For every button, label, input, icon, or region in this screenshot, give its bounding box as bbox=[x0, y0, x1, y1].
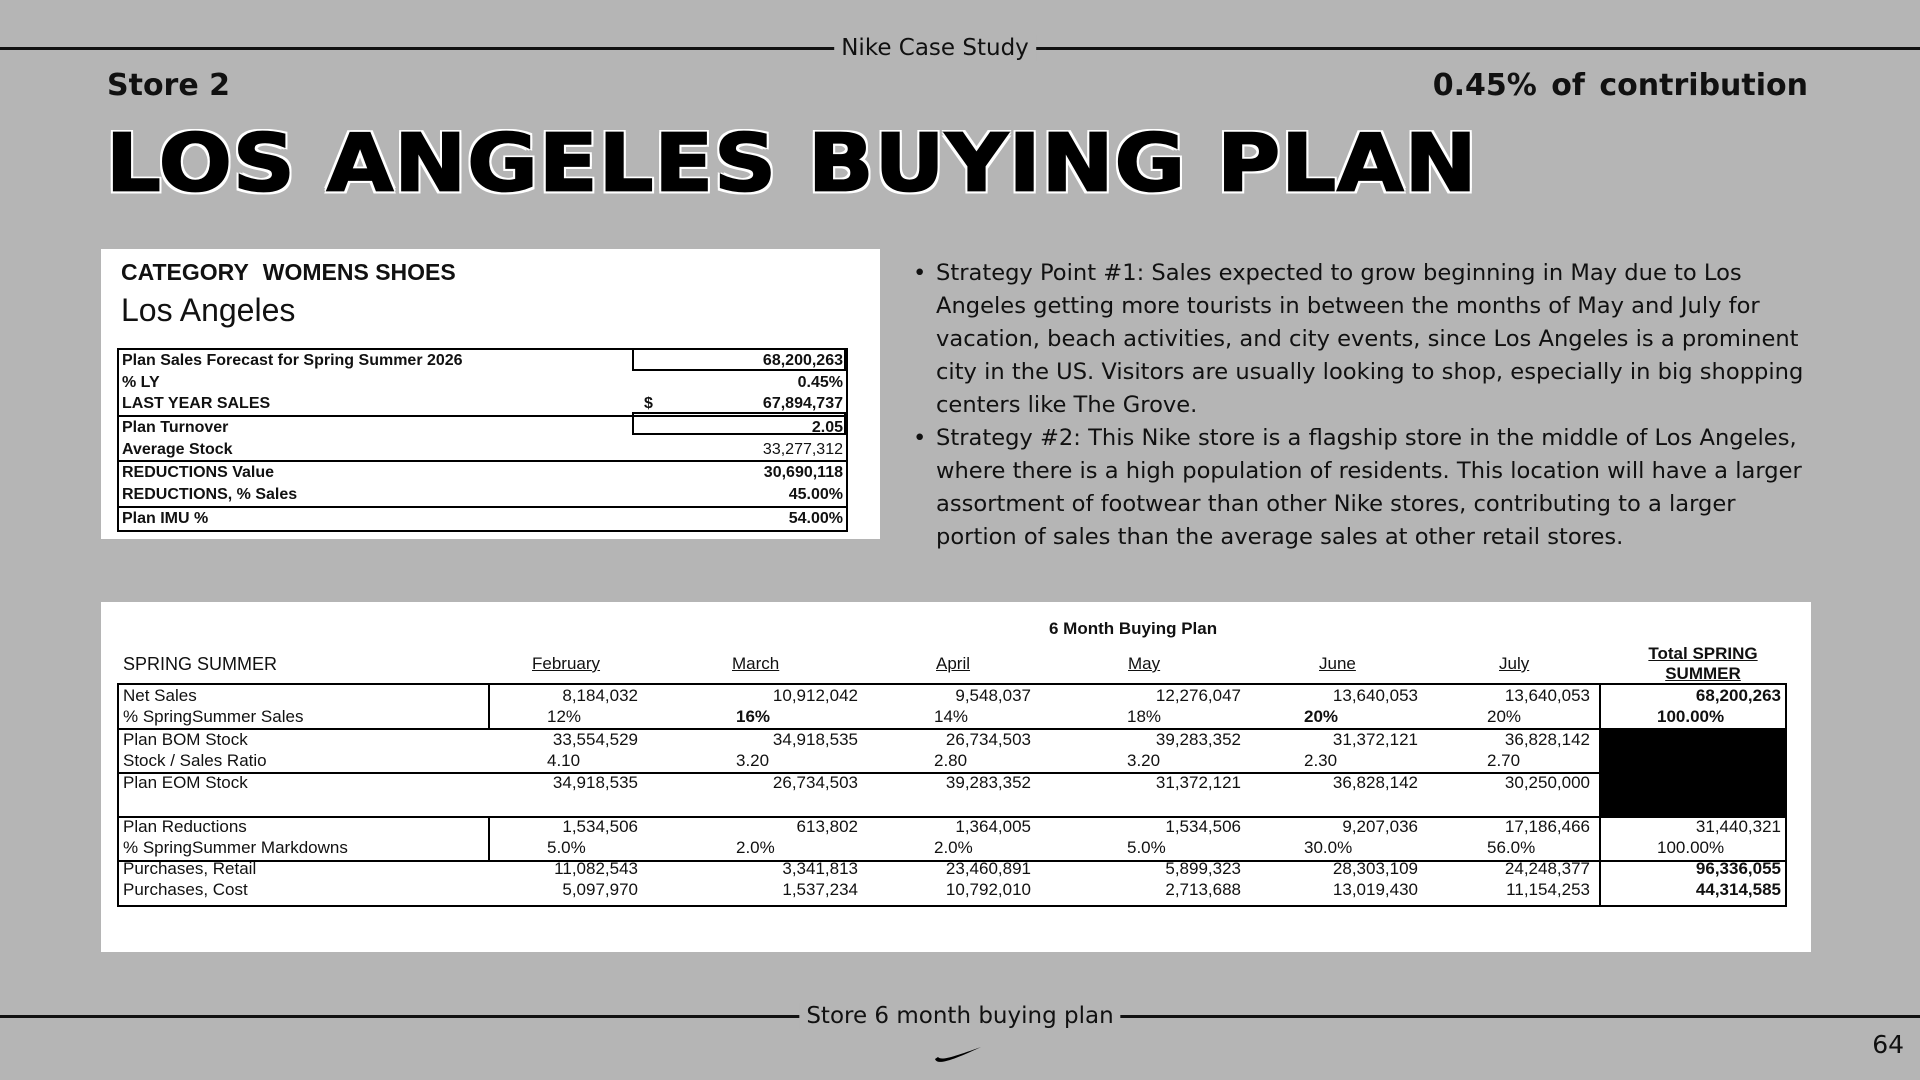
header-label: Nike Case Study bbox=[834, 35, 1036, 61]
plan-cell: 1,534,506 bbox=[562, 817, 638, 836]
plan-cell: 36,828,142 bbox=[1504, 730, 1590, 749]
label-divider bbox=[488, 685, 490, 729]
total-cell: 68,200,263 bbox=[1695, 686, 1781, 705]
plan-cell: 24,248,377 bbox=[1504, 859, 1590, 878]
city-name: Los Angeles bbox=[121, 292, 296, 328]
contribution-value: 0.45% bbox=[1432, 68, 1537, 103]
plan-cell: 5,097,970 bbox=[562, 880, 638, 899]
total-blackout bbox=[1601, 730, 1785, 816]
plan-cell: 5,899,323 bbox=[1165, 859, 1241, 878]
page-number: 64 bbox=[1872, 1030, 1904, 1059]
plan-cell: 613,802 bbox=[796, 817, 858, 836]
summary-row: REDUCTIONS Value 30,690,118 bbox=[122, 464, 843, 482]
plan-cell: 4.10 bbox=[547, 751, 581, 770]
row-label: % SpringSummer Markdowns bbox=[123, 838, 348, 857]
buying-plan-panel bbox=[101, 602, 1811, 952]
plan-title: 6 Month Buying Plan bbox=[1049, 619, 1218, 638]
plan-cell: 39,283,352 bbox=[945, 773, 1031, 792]
plan-cell: 31,372,121 bbox=[1155, 773, 1241, 792]
total-header: Total SPRING SUMMER bbox=[1648, 644, 1758, 683]
row-label: Plan EOM Stock bbox=[123, 773, 248, 792]
plan-cell: 13,640,053 bbox=[1504, 686, 1590, 705]
summary-table bbox=[117, 348, 848, 532]
summary-row: Plan Turnover 2.05 bbox=[122, 419, 843, 437]
plan-cell: 2.80 bbox=[934, 751, 968, 770]
plan-cell: 18% bbox=[1127, 707, 1162, 726]
plan-cell: 11,154,253 bbox=[1506, 880, 1590, 899]
category-label: CATEGORY bbox=[121, 259, 249, 285]
plan-cell: 2,713,688 bbox=[1165, 880, 1241, 899]
plan-cell: 20% bbox=[1304, 707, 1339, 726]
plan-cell: 17,186,466 bbox=[1504, 817, 1590, 836]
plan-cell: 20% bbox=[1487, 707, 1522, 726]
plan-cell: 34,918,535 bbox=[772, 730, 858, 749]
plan-cell: 10,912,042 bbox=[772, 686, 858, 705]
strategy-list bbox=[912, 257, 1816, 554]
plan-cell: 33,554,529 bbox=[552, 730, 638, 749]
plan-cell: 36,828,142 bbox=[1332, 773, 1418, 792]
plan-cell: 16% bbox=[736, 707, 771, 726]
summary-row: Plan Sales Forecast for Spring Summer 2026 68,200,263 bbox=[122, 352, 843, 369]
plan-cell: 13,019,430 bbox=[1332, 880, 1418, 899]
plan-cell: 2.0% bbox=[736, 838, 775, 857]
row-label: Plan BOM Stock bbox=[123, 730, 248, 749]
summary-row: REDUCTIONS, % Sales 45.00% bbox=[119, 484, 846, 508]
plan-cell: 1,537,234 bbox=[782, 880, 858, 899]
season-label: SPRING SUMMER bbox=[123, 654, 278, 674]
row-label: Stock / Sales Ratio bbox=[123, 751, 267, 770]
month-header: April bbox=[936, 654, 971, 673]
total-cell: 44,314,585 bbox=[1695, 880, 1781, 899]
plan-cell: 31,372,121 bbox=[1332, 730, 1418, 749]
month-header: March bbox=[732, 654, 780, 673]
store-label: Store 2 bbox=[107, 68, 231, 103]
row-label: Net Sales bbox=[123, 686, 197, 705]
plan-cell: 30,250,000 bbox=[1504, 773, 1590, 792]
contribution bbox=[1433, 68, 1808, 103]
plan-cell: 11,082,543 bbox=[554, 859, 638, 878]
month-header: May bbox=[1128, 654, 1161, 673]
plan-cell: 5.0% bbox=[1127, 838, 1166, 857]
footer-label: Store 6 month buying plan bbox=[799, 1003, 1120, 1029]
plan-cell: 8,184,032 bbox=[562, 686, 638, 705]
plan-cell: 14% bbox=[934, 707, 969, 726]
plan-cell: 23,460,891 bbox=[945, 859, 1031, 878]
plan-cell: 9,207,036 bbox=[1342, 817, 1418, 836]
nike-swoosh-icon bbox=[933, 1043, 983, 1070]
plan-cell: 56.0% bbox=[1487, 838, 1536, 857]
month-header: February bbox=[532, 654, 601, 673]
row-label: Purchases, Retail bbox=[123, 859, 257, 878]
plan-cell: 5.0% bbox=[547, 838, 586, 857]
total-cell: 100.00% bbox=[1657, 838, 1725, 857]
plan-cell: 2.0% bbox=[934, 838, 973, 857]
month-header: June bbox=[1319, 654, 1356, 673]
plan-cell: 3.20 bbox=[736, 751, 770, 770]
plan-cell: 1,534,506 bbox=[1165, 817, 1241, 836]
plan-cell: 39,283,352 bbox=[1155, 730, 1241, 749]
plan-cell: 12% bbox=[547, 707, 582, 726]
total-cell: 96,336,055 bbox=[1695, 859, 1781, 878]
plan-cell: 28,303,109 bbox=[1332, 859, 1418, 878]
total-cell: 100.00% bbox=[1657, 707, 1725, 726]
summary-row: % LY 0.45% bbox=[122, 373, 843, 391]
plan-cell: 13,640,053 bbox=[1332, 686, 1418, 705]
row-label: % SpringSummer Sales bbox=[123, 707, 304, 726]
category-value: WOMENS SHOES bbox=[262, 259, 456, 285]
summary-row: LAST YEAR SALES $ 67,894,737 bbox=[119, 393, 846, 417]
strategy-point-2: • Strategy #2: This Nike store is a flagship store in the middle of Los Angeles, where there is a high population of residents. This location will have a larger assortment of footwear than other Nike stores, contributing to a larger portion of sales than the average sales at other retail stores. bbox=[936, 422, 1816, 554]
strategy-point-1: • Strategy Point #1: Sales expected to grow beginning in May due to Los Angeles getting more tourists in between the months of May and July for vacation, beach activities, and city events, since Los Angeles is a prominent city in the US. Visitors are usually looking to shop, especially in big shopping centers like The Grove. bbox=[936, 257, 1816, 422]
page-title: LOS ANGELES BUYING PLAN bbox=[106, 118, 1478, 210]
plan-cell: 34,918,535 bbox=[552, 773, 638, 792]
category-line bbox=[121, 259, 470, 286]
label-divider bbox=[488, 816, 490, 861]
month-header: July bbox=[1499, 654, 1530, 673]
plan-cell: 30.0% bbox=[1304, 838, 1353, 857]
summary-row: Average Stock 33,277,312 bbox=[119, 439, 846, 463]
summary-row: Plan IMU % 54.00% bbox=[122, 509, 843, 527]
plan-cell: 2.30 bbox=[1304, 751, 1338, 770]
plan-cell: 9,548,037 bbox=[955, 686, 1031, 705]
row-label: Purchases, Cost bbox=[123, 880, 248, 899]
plan-cell: 2.70 bbox=[1487, 751, 1521, 770]
plan-cell: 26,734,503 bbox=[772, 773, 858, 792]
plan-cell: 10,792,010 bbox=[945, 880, 1031, 899]
plan-cell: 12,276,047 bbox=[1155, 686, 1241, 705]
plan-cell: 1,364,005 bbox=[955, 817, 1031, 836]
summary-panel bbox=[101, 249, 880, 539]
contribution-label: of contribution bbox=[1551, 68, 1808, 103]
row-label: Plan Reductions bbox=[123, 817, 247, 836]
plan-cell: 26,734,503 bbox=[945, 730, 1031, 749]
plan-cell: 3.20 bbox=[1127, 751, 1161, 770]
plan-cell: 3,341,813 bbox=[782, 859, 858, 878]
total-cell: 31,440,321 bbox=[1695, 817, 1781, 836]
